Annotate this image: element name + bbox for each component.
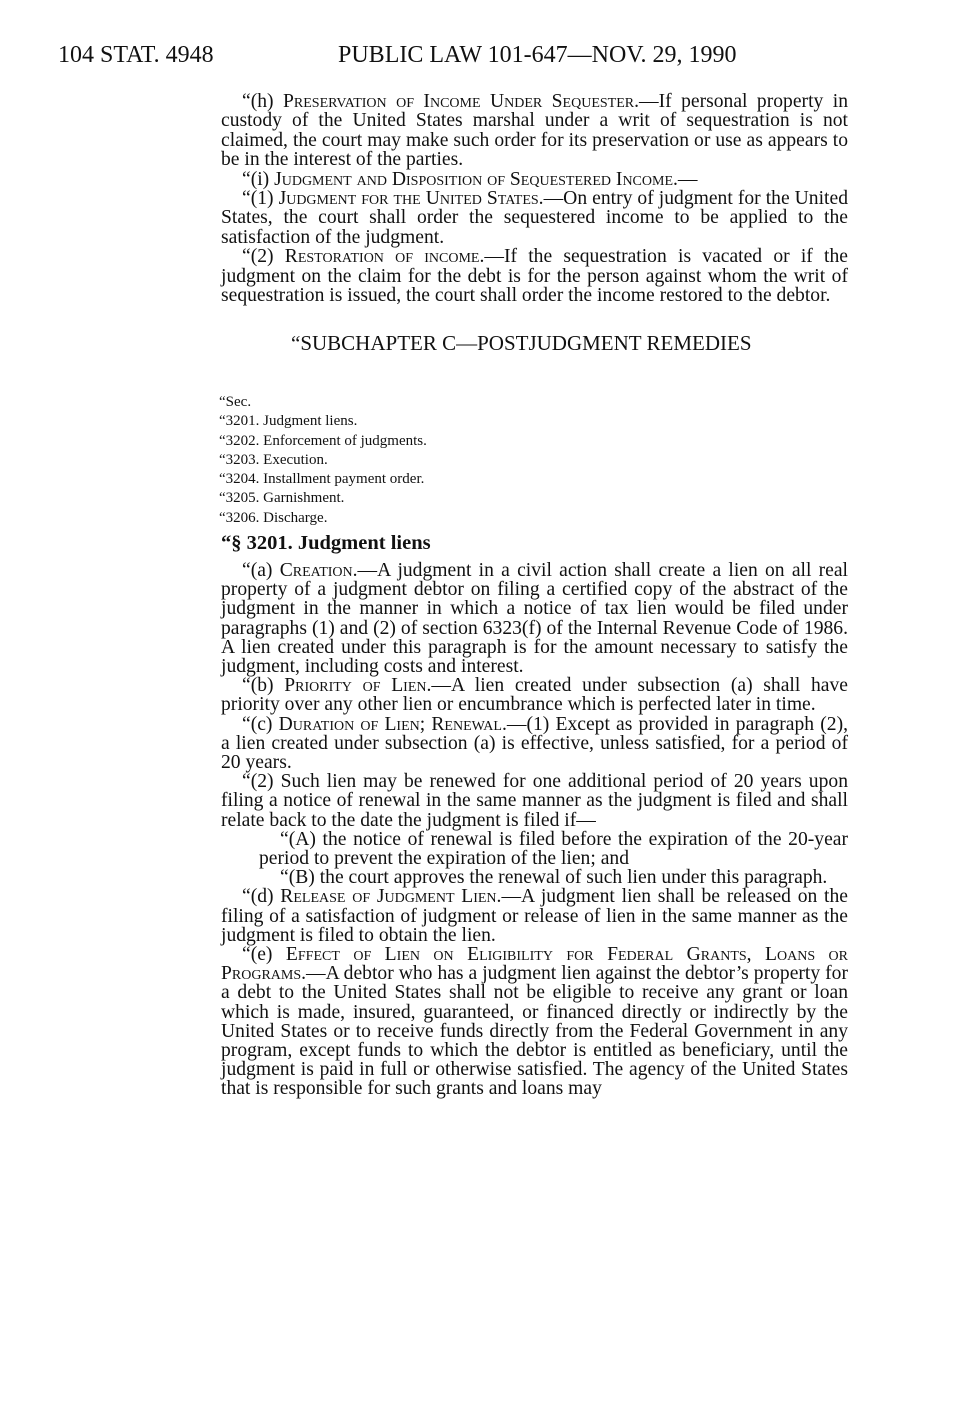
subsection-d-title: Release of Judgment Lien. bbox=[280, 886, 502, 908]
public-law-citation: PUBLIC LAW 101-647—NOV. 29, 1990 bbox=[338, 42, 737, 68]
section-table-of-contents bbox=[219, 393, 739, 528]
subsection-e: “(e) Effect of Lien on Eligibility for Federal Grants, Loans or Programs.—A debtor who has a judgment lien against the debtor’s property for a debt to the United States shall not be eligible to receive any grant or loan which is made, insured, guaranteed, or financed directly or indirectly by the United States or to receive funds directly from the Federal Government in any program, except funds to which the debtor is entitled as beneficiary, until the judgment is paid in full or otherwise satisfied. The agency of the United States that is responsible for such grants and loans may bbox=[221, 944, 849, 1100]
subsection-i-title: Judgment and Disposition of Sequestered Income. bbox=[274, 168, 678, 190]
toc-item: “3201. Judgment liens. bbox=[219, 413, 358, 430]
toc-item: “3205. Garnishment. bbox=[219, 490, 345, 507]
paragraph-i1: “(1) Judgment for the United States.—On entry of judgment for the United States, the court shall order the sequestered income to be applied to the satisfaction of the judgment. bbox=[221, 188, 848, 248]
toc-item: “3202. Enforcement of judgments. bbox=[219, 432, 427, 449]
subsection-e-title: Effect of Lien on Eligibility for Federal Grants, Loans or Programs. bbox=[221, 944, 849, 985]
subsection-c-title: Duration of Lien; Renewal. bbox=[278, 713, 507, 735]
subsection-h-title: Preservation of Income Under Sequester. bbox=[283, 91, 640, 112]
paragraph-i2: “(2) Restoration of income.—If the sequestration is vacated or if the judgment on the claim for the debt is for the person against whom the writ of sequestration is issued, the court shall order the income restored to the debtor. bbox=[221, 246, 848, 307]
subsection-a-title: Creation. bbox=[279, 560, 358, 581]
page-header bbox=[58, 40, 848, 70]
subparagraph-c2a: “(A) the notice of renewal is filed before the expiration of the 20-year period to prevent the expiration of the lien; and bbox=[259, 828, 848, 870]
toc-item: “3206. Discharge. bbox=[219, 509, 328, 526]
toc-item: “3203. Execution. bbox=[219, 451, 328, 468]
subparagraph-c2b: “(B) the court approves the renewal of such lien under this paragraph. bbox=[280, 867, 828, 889]
subsection-a: “(a) Creation.—A judgment in a civil action shall create a lien on all real property of a judgment debtor on filing a certified copy of the abstract of the judgment in the manner in which a notice of tax lien would be filed under paragraphs (1) and (2) of section 6323(f) of the Internal Revenue Code of 1986. A lien created under this paragraph is for the amount necessary to satisfy the judgment, including costs and interest. bbox=[221, 560, 848, 678]
section-heading: “§ 3201. Judgment liens bbox=[221, 532, 431, 554]
paragraph-i2-title: Restoration of income. bbox=[284, 246, 485, 268]
toc-label: “Sec. bbox=[219, 394, 252, 410]
subchapter-title: “SUBCHAPTER C—POSTJUDGMENT REMEDIES bbox=[291, 331, 752, 356]
subsection-b: “(b) Priority of Lien.—A lien created under subsection (a) shall have priority over any other lien or encumbrance which is perfected later in time. bbox=[221, 675, 848, 716]
section-3201-text bbox=[221, 561, 848, 1099]
toc-item: “3204. Installment payment order. bbox=[219, 471, 425, 488]
subsection-c: “(c) Duration of Lien; Renewal.—(1) Except as provided in paragraph (2), a lien created under subsection (a) is effective, unless satisfied, for a period of 20 years. bbox=[221, 713, 849, 774]
paragraph-c2: “(2) Such lien may be renewed for one additional period of 20 years upon filing a notice of renewal in the same manner as the judgment is filed and shall relate back to the date the judgment is filed if— bbox=[221, 771, 848, 831]
paragraph-i1-title: Judgment for the United States. bbox=[278, 188, 544, 210]
subsection-h: “(h) Preservation of Income Under Sequester.—If personal property in custody of the United States marshal under a writ of sequestration is not claimed, the court may make such order for its preservation or use as appears to be in the interest of the parties. bbox=[221, 91, 848, 171]
subsection-b-title: Priority of Lien. bbox=[284, 675, 432, 697]
subsection-i: “(i) Judgment and Disposition of Sequestered Income.— bbox=[242, 168, 698, 190]
top-text-block bbox=[221, 92, 848, 355]
subsection-d: “(d) Release of Judgment Lien.—A judgment lien shall be released on the filing of a satisfaction of judgment or release of lien in the same manner as the judgment is filed to obtain the lien. bbox=[221, 886, 848, 946]
stat-page-number: 104 STAT. 4948 bbox=[58, 42, 214, 68]
